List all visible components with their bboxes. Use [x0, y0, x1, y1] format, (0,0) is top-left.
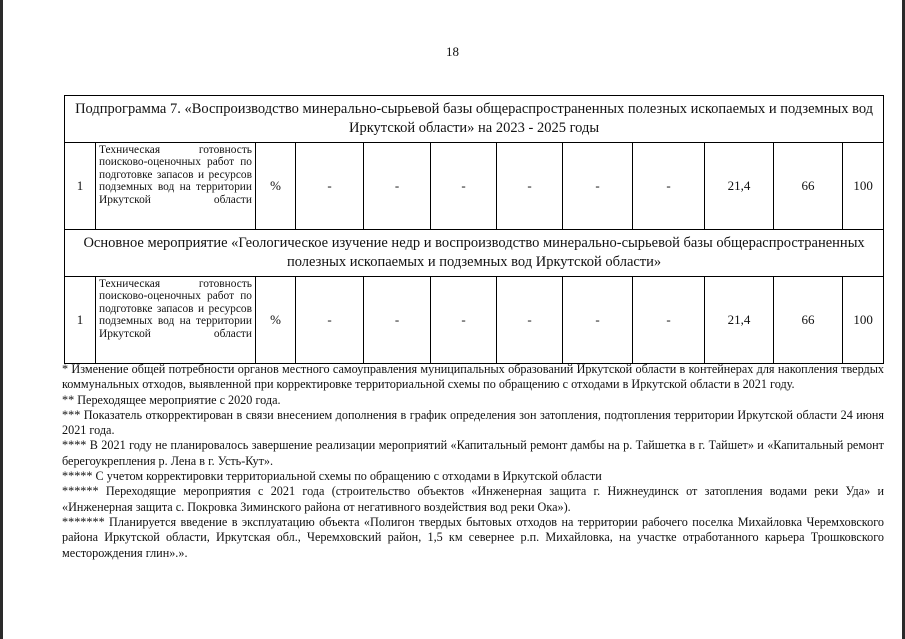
table-row: [65, 143, 884, 230]
activity-header-row: [65, 230, 884, 277]
footnote: ****** Переходящие мероприятия с 2021 года (строительство объектов «Инженерная защита г. Нижнеудинск от затопления водами реки Уда» и «Инженерная защита с. Покровка Зиминского района от негативного воздействия вод реки Ока»).: [62, 484, 884, 514]
indicator-description: Техническая готовность поисково-оценочных работ по подготовке запасов и ресурсов подземных вод на территории Иркутской области: [96, 277, 256, 364]
footnote: ***** С учетом корректировки территориальной схемы по обращению с отходами в Иркутской области: [62, 469, 602, 484]
scan-left-edge: [0, 0, 3, 639]
value-cell: -: [497, 277, 563, 364]
row-number: 1: [65, 277, 96, 364]
activity-title: Основное мероприятие «Геологическое изучение недр и воспроизводство минерально-сырьевой базы общераспространенных полезных ископаемых и подземных вод Иркутской области»: [65, 230, 884, 277]
indicator-description: Техническая готовность поисково-оценочных работ по подготовке запасов и ресурсов подземных вод на территории Иркутской области: [96, 143, 256, 230]
value-cell: -: [364, 143, 431, 230]
value-cell: 21,4: [705, 143, 774, 230]
table-row: [65, 277, 884, 364]
value-cell: -: [497, 143, 563, 230]
footnote: * Изменение общей потребности органов местного самоуправления муниципальных образований Иркутской области в контейнерах для накопления твердых коммунальных отходов, выявленной при корректировке территориальной схемы по обращению с отходами в Иркутской области в 2021 году.: [62, 362, 884, 392]
value-cell: -: [364, 277, 431, 364]
unit-cell: %: [256, 277, 296, 364]
value-cell: -: [431, 143, 497, 230]
value-cell: 100: [843, 143, 884, 230]
value-cell: -: [563, 143, 633, 230]
footnote: **** В 2021 году не планировалось завершение реализации мероприятий «Капитальный ремонт дамбы на р. Тайшетка в г. Тайшет» и «Капитальный ремонт берегоукрепления р. Лена в г. Усть-Кут».: [62, 438, 884, 468]
value-cell: -: [431, 277, 497, 364]
value-cell: -: [633, 143, 705, 230]
value-cell: 100: [843, 277, 884, 364]
footnote: ** Переходящее мероприятие с 2020 года.: [62, 392, 281, 407]
footnote: *** Показатель откорректирован в связи внесением дополнения в график определения зон затопления, подтопления территории Иркутской области 24 июня 2021 года.: [62, 407, 884, 438]
value-cell: -: [296, 143, 364, 230]
value-cell: -: [633, 277, 705, 364]
unit-cell: %: [256, 143, 296, 230]
value-cell: 66: [774, 277, 843, 364]
value-cell: 66: [774, 143, 843, 230]
footnotes: [62, 362, 884, 561]
value-cell: -: [563, 277, 633, 364]
footnote: ******* Планируется введение в эксплуатацию объекта «Полигон твердых бытовых отходов на территории рабочего поселка Михайловка Черемховского района Иркутской области, Иркутская обл., Черемховский район, 1,5 км севернее р.п. Михайловка, на участке отработанного карьера Трошковского месторождения глин».».: [62, 514, 884, 560]
indicators-table: [64, 95, 884, 364]
row-number: 1: [65, 143, 96, 230]
value-cell: -: [296, 277, 364, 364]
page-number: 18: [446, 44, 459, 59]
subprogram-header-row: [65, 96, 884, 143]
subprogram-title: Подпрограмма 7. «Воспроизводство минерально-сырьевой базы общераспространенных полезных ископаемых и подземных вод Иркутской области» на 2023 - 2025 годы: [65, 96, 884, 143]
value-cell: 21,4: [705, 277, 774, 364]
